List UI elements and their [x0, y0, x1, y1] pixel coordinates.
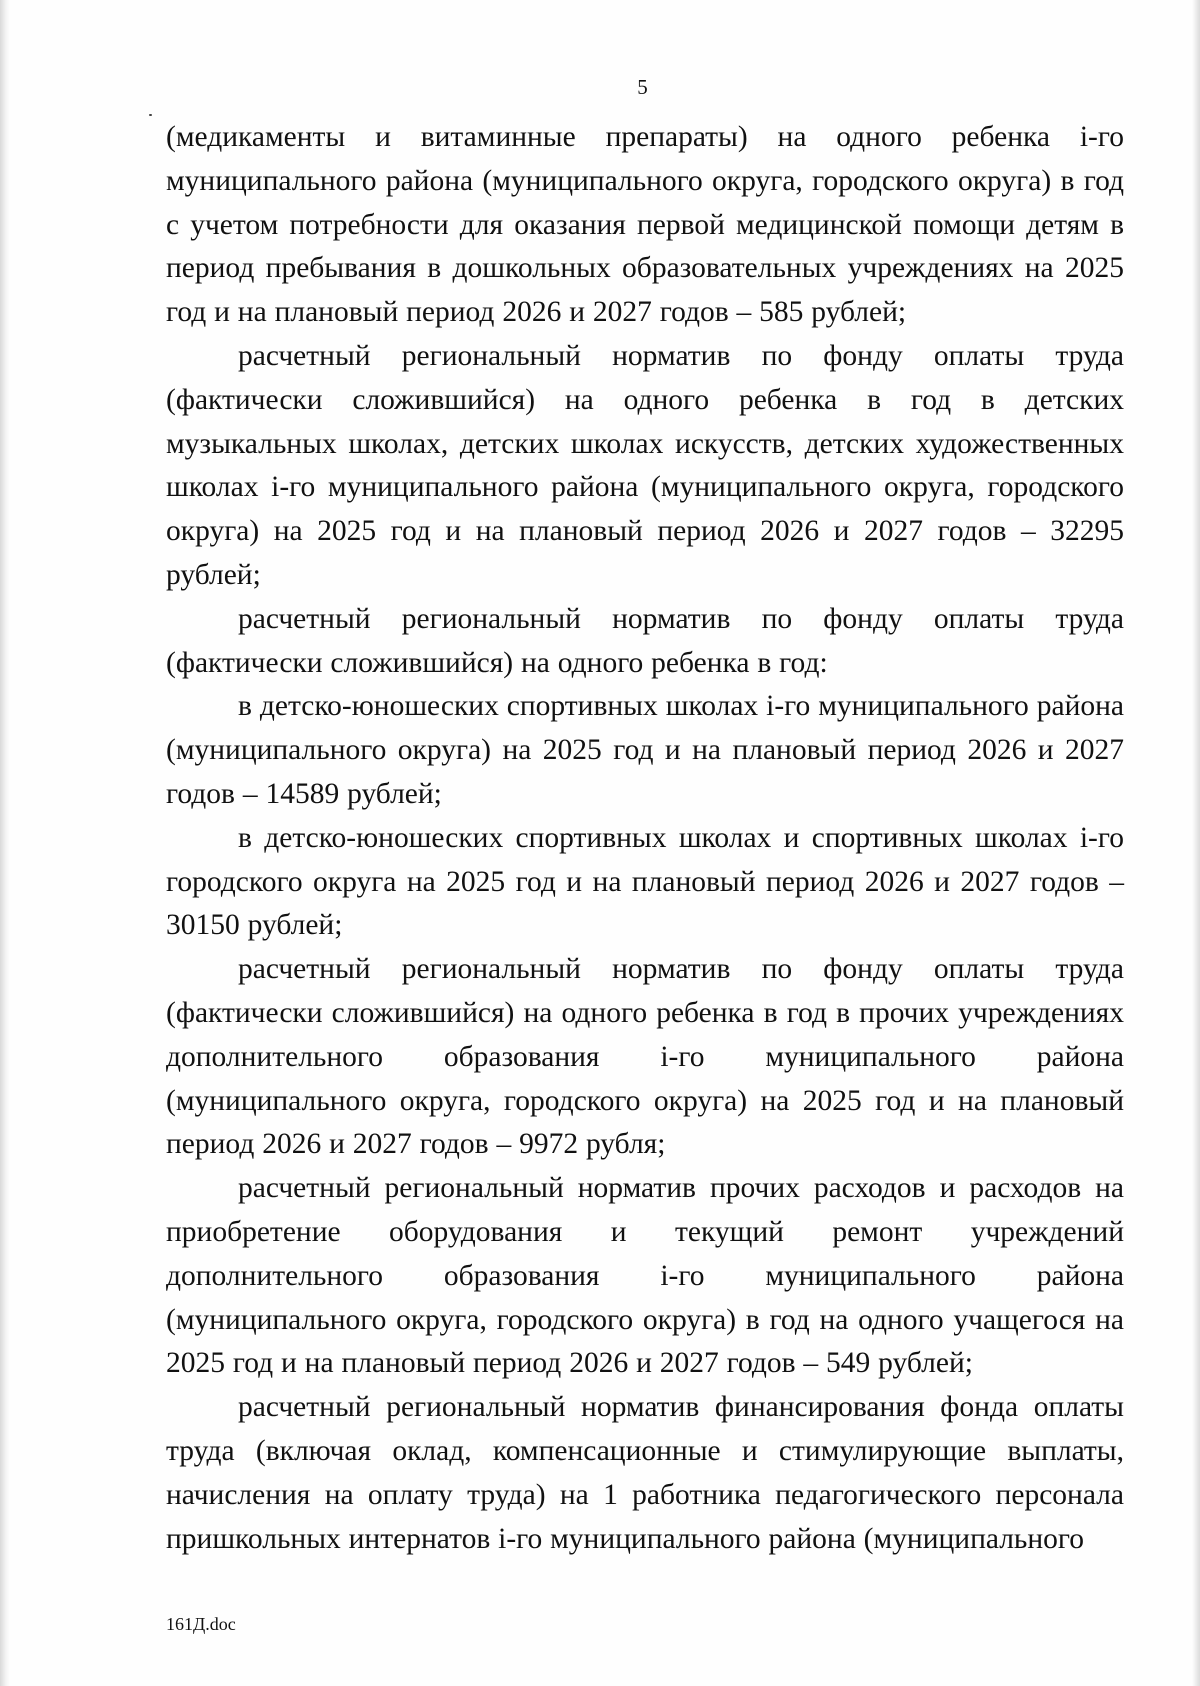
document-body	[166, 116, 1124, 1561]
paragraph-other-expenses-norm: расчетный региональный норматив прочих расходов и расходов на приобретение оборудования и текущий ремонт учреждений дополнительного образования i-го муниципального района (муниципального округа, городского округа) в год на одного учащегося на 2025 год и на плановый период 2026 и 2027 годов – 549 рублей;	[166, 1172, 1124, 1380]
paragraph-sports-schools-district: в детско-юношеских спортивных школах i-го муниципального района (муниципального округа) на 2025 год и на плановый период 2026 и 2027 годов – 14589 рублей;	[166, 690, 1124, 810]
paragraph-other-institutions-norm: расчетный региональный норматив по фонду оплаты труда (фактически сложившийся) на одного ребенка в год в прочих учреждениях дополнительного образования i-го муниципального района (муниципального округа, городского округа) на 2025 год и на плановый период 2026 и 2027 годов – 9972 рубля;	[166, 953, 1124, 1161]
page-number: 5	[637, 75, 648, 99]
paragraph-continuation: (медикаменты и витаминные препараты) на одного ребенка i-го муниципального района (муниципального округа, городского округа) в год с учетом потребности для оказания первой медицинской помощи детям в период пребывания в дошкольных образовательных учреждениях на 2025 год и на плановый период 2026 и 2027 годов – 585 рублей;	[166, 121, 1124, 329]
paragraph-sports-schools-city: в детско-юношеских спортивных школах и спортивных школах i-го городского округа на 2025 год и на плановый период 2026 и 2027 годов – 30150 рублей;	[166, 821, 1124, 942]
paragraph-per-child-norm-intro: расчетный региональный норматив по фонду оплаты труда (фактически сложившийся) на одного ребенка в год:	[166, 602, 1124, 679]
scan-speck	[149, 114, 152, 116]
paragraph-music-schools-norm: расчетный региональный норматив по фонду оплаты труда (фактически сложившийся) на одного ребенка в год в детских музыкальных школах, детских школах искусств, детских художественных школах i-го муниципального района (муниципального округа, городского округа) на 2025 год и на плановый период 2026 и 2027 годов – 32295 рублей;	[166, 339, 1124, 591]
paragraph-boarding-staff-norm: расчетный региональный норматив финансирования фонда оплаты труда (включая оклад, компенсационные и стимулирующие выплаты, начисления на оплату труда) на 1 работника педагогического персонала пришкольных интернатов i-го муниципального района (муниципального	[166, 1391, 1124, 1555]
footer-filename: 161Д.doc	[166, 1614, 236, 1634]
